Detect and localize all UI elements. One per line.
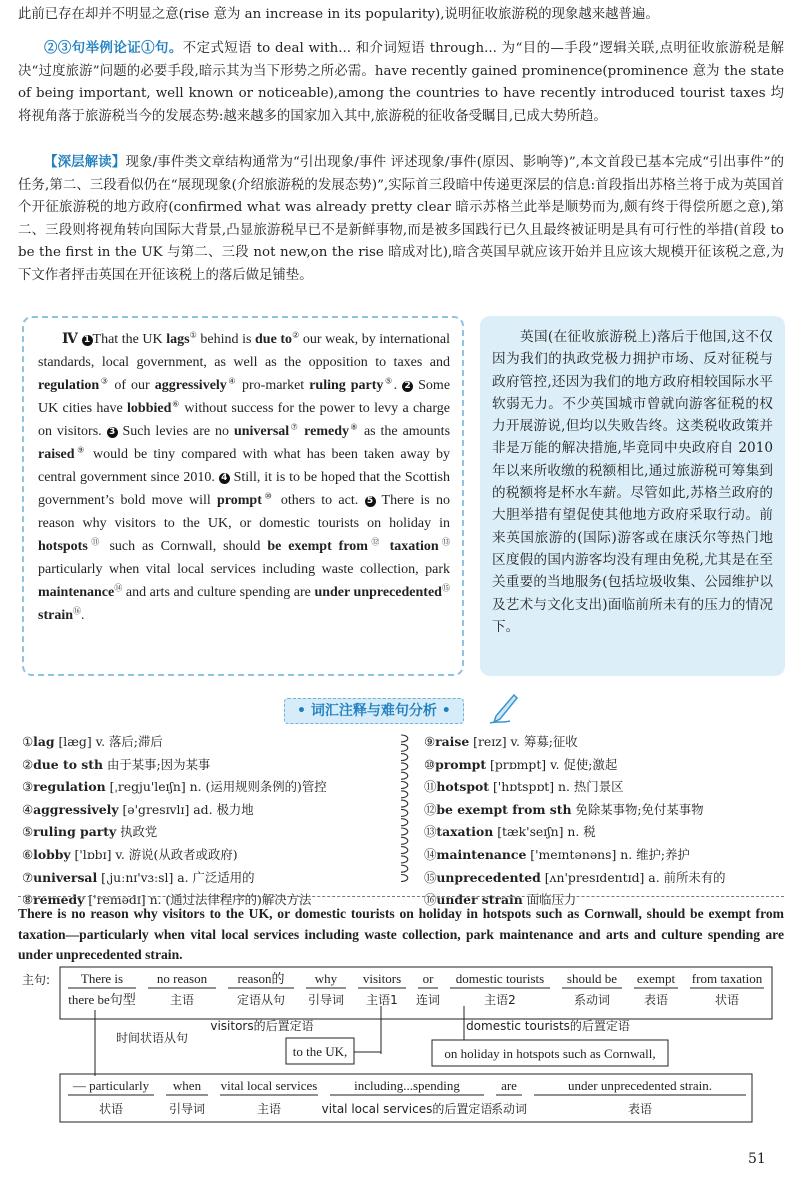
sentence-num-1: 1 bbox=[82, 335, 93, 346]
spiral-loop bbox=[401, 763, 408, 770]
token-text: vital local services bbox=[220, 1078, 318, 1093]
token-role: 主语1 bbox=[366, 993, 398, 1007]
text: Such levies are no bbox=[117, 424, 234, 439]
spiral-divider bbox=[398, 733, 412, 883]
vocab-number: ⑬ bbox=[424, 824, 437, 840]
marker: ④ bbox=[226, 376, 237, 386]
token-text: no reason bbox=[156, 971, 208, 986]
translation-box bbox=[480, 316, 785, 676]
vocab-word: aggressively bbox=[33, 801, 119, 817]
marker: ⑦ bbox=[289, 422, 300, 432]
vocab-definition: [prɒmpt] v. 促使;激起 bbox=[486, 756, 618, 772]
vocab-word: prompt bbox=[435, 756, 487, 772]
vocab-universal: universal bbox=[233, 424, 290, 439]
vocab-number: ② bbox=[22, 756, 34, 772]
text: others to act. bbox=[274, 493, 365, 508]
token-text: when bbox=[172, 1078, 202, 1093]
token-role: 引导词 bbox=[168, 1102, 206, 1116]
vocab-definition: 面临压力 bbox=[522, 892, 577, 908]
vocab-number: ⑫ bbox=[424, 801, 437, 817]
marker: ⑩ bbox=[261, 491, 275, 501]
vocab-prompt: prompt bbox=[217, 493, 262, 508]
marker: ⑬ bbox=[438, 537, 451, 547]
vocab-word: unprecedented bbox=[436, 869, 541, 885]
token-role: 系动词 bbox=[573, 993, 611, 1007]
vocab-word: be exempt from sth bbox=[436, 801, 572, 817]
vocab-maintenance: maintenance bbox=[38, 585, 115, 600]
vocab-word: ruling party bbox=[33, 824, 117, 840]
vocab-definition: [læg] v. 落后;滞后 bbox=[54, 734, 163, 749]
p2-label: ②③句举例论证①句。 bbox=[44, 40, 183, 56]
vocab-due-to: due to bbox=[255, 332, 293, 347]
token-text: exempt bbox=[636, 971, 676, 986]
vocab-definition: [ˌjuːnɪ'vɜːsl] a. 广泛适用的 bbox=[97, 869, 255, 885]
text: and arts and culture spending are bbox=[122, 585, 315, 600]
vocab-list-right bbox=[424, 731, 726, 912]
vocab-entry bbox=[424, 799, 726, 822]
vocab-word: lobby bbox=[33, 846, 71, 862]
vocab-entry bbox=[22, 867, 327, 890]
vocab-number: ⑨ bbox=[424, 734, 436, 749]
marker: ⑪ bbox=[87, 537, 103, 547]
spiral-loop bbox=[401, 819, 408, 826]
vocab-number: ① bbox=[22, 734, 34, 749]
spiral-loop bbox=[401, 828, 408, 835]
token-text: visitors bbox=[362, 971, 402, 986]
text: such as Cornwall, should bbox=[102, 539, 268, 554]
intro-paragraph-3 bbox=[18, 151, 784, 287]
text: would be tiny compared with what has been taken away by central government since 2010. bbox=[38, 447, 450, 485]
vocab-number: ③ bbox=[22, 779, 34, 795]
vocab-taxation: taxation bbox=[389, 539, 439, 554]
vocab-word: remedy bbox=[33, 892, 85, 908]
token-text: are bbox=[501, 1078, 517, 1093]
intro-paragraph-2 bbox=[18, 37, 784, 128]
text: There is no reason why visitors to the UK, or domestic tourists on holiday in bbox=[38, 493, 451, 531]
token-text: domestic tourists bbox=[455, 971, 545, 986]
box-holiday-text: on holiday in hotspots such as Cornwall, bbox=[444, 1046, 656, 1061]
token-role: 定语从句 bbox=[236, 993, 286, 1007]
vocab-word: due to sth bbox=[33, 756, 103, 772]
vocab-entry bbox=[22, 731, 327, 754]
token-role: 状语 bbox=[714, 993, 740, 1007]
token-role: 主语 bbox=[256, 1102, 282, 1116]
marker: ⑭ bbox=[114, 583, 123, 593]
vocab-number: ⑪ bbox=[424, 779, 437, 795]
text: . bbox=[81, 608, 85, 623]
vocab-definition: [reɪz] v. 筹募;征收 bbox=[469, 734, 578, 749]
vocab-aggressively: aggressively bbox=[154, 378, 227, 393]
label-visitors-attr: visitors的后置定语 bbox=[210, 1019, 314, 1033]
marker: ⑮ bbox=[441, 583, 451, 593]
vocab-definition: [tæk'seɪʃn] n. 税 bbox=[493, 824, 596, 840]
pen-icon bbox=[486, 692, 520, 726]
token-text: under unprecedented strain. bbox=[567, 1078, 713, 1093]
passage-box bbox=[22, 316, 464, 676]
token-role: 主语2 bbox=[484, 993, 516, 1007]
vocab-definition: ['lɒbɪ] v. 游说(从政者或政府) bbox=[70, 846, 238, 862]
label-time-clause: 时间状语从句 bbox=[115, 1031, 189, 1045]
token-text: should be bbox=[566, 971, 618, 986]
spiral-loop bbox=[401, 847, 408, 854]
token-role: 系动词 bbox=[490, 1102, 528, 1116]
token-role: 表语 bbox=[627, 1102, 653, 1116]
vocab-exempt: be exempt from bbox=[267, 539, 368, 554]
text: That the UK bbox=[92, 332, 167, 347]
vocab-unprecedented: under unprecedented bbox=[314, 585, 442, 600]
token-role: 状语 bbox=[98, 1102, 124, 1116]
spiral-loop bbox=[401, 735, 408, 742]
spiral-loop bbox=[401, 791, 408, 798]
vocab-entry bbox=[424, 821, 726, 844]
vocab-definition: 免除某事物;免付某事物 bbox=[571, 801, 704, 817]
vocab-raised: raised bbox=[38, 447, 75, 462]
spiral-loop bbox=[401, 837, 408, 844]
text: Still, it is to be hoped that the Scottish government’s bold move will bbox=[38, 470, 451, 508]
sentence-num-3: 3 bbox=[107, 427, 118, 438]
vocab-strain: strain bbox=[38, 608, 73, 623]
marker: ⑨ bbox=[74, 445, 87, 455]
token-role: there be句型 bbox=[68, 992, 136, 1007]
marker: ② bbox=[292, 330, 300, 340]
vocab-definition: [ʌn'presɪdentɪd] a. 前所未有的 bbox=[540, 869, 726, 885]
spiral-loop bbox=[401, 809, 408, 816]
token-role: 表语 bbox=[643, 993, 669, 1007]
text: of our bbox=[109, 378, 155, 393]
vocab-entry bbox=[424, 844, 726, 867]
text: without success for the power to levy a charge on visitors. bbox=[38, 401, 450, 439]
box-to-uk-text: to the UK, bbox=[292, 1044, 348, 1059]
marker: ⑯ bbox=[73, 606, 81, 616]
vocab-entry bbox=[424, 754, 726, 777]
label-domestic-attr: domestic tourists的后置定语 bbox=[466, 1019, 630, 1033]
paragraph-roman-numeral: Ⅳ bbox=[62, 332, 78, 347]
token-text: from taxation bbox=[691, 971, 763, 986]
vocab-word: raise bbox=[435, 734, 470, 749]
vocab-number: ⑧ bbox=[22, 892, 34, 908]
sentence-structure-diagram bbox=[0, 964, 800, 1134]
marker: ⑤ bbox=[383, 376, 394, 386]
vocab-hotspots: hotspots bbox=[38, 539, 88, 554]
vocab-word: maintenance bbox=[436, 846, 527, 862]
text: our weak, by international standards, local government, as well as the opposition to taxes and bbox=[38, 332, 451, 370]
sentence-num-4: 4 bbox=[219, 473, 230, 484]
spiral-loop bbox=[401, 856, 408, 863]
vocab-definition: [ˌregju'leɪʃn] n. (运用规则条例的)管控 bbox=[105, 779, 327, 795]
token-text: reason的 bbox=[237, 971, 285, 986]
token-role: 主语 bbox=[169, 993, 195, 1007]
p3-text: 现象/事件类文章结构通常为“引出现象/事件 评述现象/事件(原因、影响等)”,本文首段已基本完成“引出事件”的任务,第二、三段看似仍在“展现现象(介绍旅游税的发展态势)”,实际首三段暗中传递更深层的信息:首段指出苏格兰将于成为英国首个开征旅游税的地方政府(confirmed what was already pretty clear 暗示苏格兰此举是顺势而为,颇有终于得偿所愿之意),第二、三段则将视角转向国际大背景,凸显旅游税早已不是新鲜事物,而是被多国践行已久且最终被证明是具有可行性的举措(首段 to be the first in the UK 与第二、三段 not new,on the rise 暗成对比),暗含英国早就应该开始并且应该大规模开征该税之意,为下文作者抨击英国在开征该税上的落后做足铺垫。 bbox=[18, 155, 784, 283]
vocab-entry bbox=[22, 799, 327, 822]
token-text: There is bbox=[80, 971, 124, 986]
vocab-word: taxation bbox=[436, 824, 494, 840]
vocab-word: universal bbox=[33, 869, 98, 885]
text: . bbox=[393, 378, 403, 393]
text: as the amounts bbox=[359, 424, 451, 439]
vocab-word: lag bbox=[33, 734, 55, 749]
p3-label: 【深层解读】 bbox=[44, 154, 126, 170]
vocab-definition: ['remədɪ] n. (通过法律程序的)解决方法 bbox=[84, 892, 312, 908]
marker: ① bbox=[189, 330, 197, 340]
marker: ③ bbox=[99, 376, 110, 386]
vocab-number: ⑤ bbox=[22, 824, 34, 840]
vocab-entry bbox=[424, 867, 726, 890]
token-text: including...spending bbox=[354, 1078, 460, 1093]
vocab-entry bbox=[22, 754, 327, 777]
token-text: or bbox=[422, 971, 434, 986]
vocab-lags: lags bbox=[166, 332, 190, 347]
intro-line1: 此前已存在却并不明显之意(rise 意为 an increase in its popularity),说明征收旅游税的现象越来越普遍。 bbox=[18, 7, 659, 22]
spiral-loop bbox=[401, 782, 408, 789]
spiral-loop bbox=[401, 875, 408, 882]
text: behind is bbox=[196, 332, 255, 347]
token-role: 引导词 bbox=[307, 993, 345, 1007]
vocab-section-title: • 词汇注释与难句分析 • bbox=[284, 698, 464, 724]
vocab-definition: [ə'gresɪvlɪ] ad. 极力地 bbox=[118, 801, 254, 817]
vocab-word: regulation bbox=[33, 779, 106, 795]
marker: ⑧ bbox=[349, 422, 360, 432]
spiral-loop bbox=[401, 754, 408, 761]
vocab-number: ⑦ bbox=[22, 869, 34, 885]
vocab-number: ⑮ bbox=[424, 869, 437, 885]
token-text: why bbox=[314, 971, 338, 986]
marker: ⑥ bbox=[171, 399, 181, 409]
sentence-num-2: 2 bbox=[402, 381, 413, 392]
text bbox=[383, 539, 390, 554]
vocab-entry bbox=[424, 731, 726, 754]
vocab-definition: ['hɒtspɒt] n. 热门景区 bbox=[489, 779, 624, 795]
vocab-definition: ['meɪntənəns] n. 维护;养护 bbox=[526, 846, 690, 862]
token-role: 连词 bbox=[415, 993, 441, 1007]
p2-text: 不定式短语 to deal with... 和介词短语 through... 为“目的—手段”逻辑关联,点明征收旅游税是解决“过度旅游”问题的必要手段,暗示其为当下形势之所必需。have recently gained prominence(prominence 意为 the state of being important, well known or noticeable),among the countries to have recently introduced tourist taxes 均将视角落于旅游税当今的发展态势:越来越多的国家加入其中,旅游税的征收备受瞩目,已成大势所趋。 bbox=[18, 41, 784, 124]
vocab-entry bbox=[22, 844, 327, 867]
vocab-entry bbox=[22, 821, 327, 844]
vocab-number: ⑩ bbox=[424, 756, 436, 772]
spiral-loop bbox=[401, 800, 408, 807]
spiral-loop bbox=[401, 865, 408, 872]
dashed-divider bbox=[18, 896, 784, 897]
text: pro-market bbox=[237, 378, 310, 393]
spiral-loop bbox=[401, 744, 408, 751]
vocab-remedy: remedy bbox=[304, 424, 349, 439]
token-role: vital local services的后置定语 bbox=[321, 1102, 493, 1116]
text: particularly when vital local services including waste collection, park bbox=[38, 562, 450, 577]
vocab-ruling-party: ruling party bbox=[309, 378, 384, 393]
vocab-list-left bbox=[22, 731, 327, 912]
vocab-lobbied: lobbied bbox=[127, 401, 172, 416]
vocab-number: ⑭ bbox=[424, 846, 437, 862]
vocab-number: ⑥ bbox=[22, 846, 34, 862]
vocab-word: hotspot bbox=[436, 779, 490, 795]
difficult-sentence: There is no reason why visitors to the UK, or domestic tourists on holiday in hotspots such as Cornwall, should be exempt from taxation—particularly when vital local services including waste collection, park maintenance and arts and culture spending are under unprecedented strain. bbox=[18, 906, 784, 962]
translation-text: 英国(在征收旅游税上)落后于他国,这不仅因为我们的执政党极力拥护市场、反对征税与政府管控,还因为我们的地方政府相较国际水平软弱无力。不少英国城市曾就向游客征税的权力开展游说,但均以失败告终。这类税收政策并非是万能的解决措施,毕竟同中央政府自 2010 年以来所收缴的税额相比,通过旅游税可筹集到的税额将是杯水车薪。尽管如此,苏格兰政府的大胆举措有望促使其他地方政府采取行动。前来英国旅游的(国际)游客或在康沃尔等热门地区度假的国内游客均没有理由免税,尤其是在至关重要的当地服务(包括垃圾收集、公园维护以及艺术与文化支出)面临前所未有的压力的情况下。 bbox=[492, 329, 773, 635]
vocab-number: ⑯ bbox=[424, 892, 437, 908]
vocab-number: ④ bbox=[22, 801, 34, 817]
vocab-entry bbox=[424, 776, 726, 799]
text: Some UK cities have bbox=[38, 378, 451, 416]
page-number: 51 bbox=[748, 1151, 766, 1167]
main-clause-label: 主句: bbox=[22, 973, 51, 987]
marker: ⑫ bbox=[367, 537, 383, 547]
vocab-entry bbox=[22, 776, 327, 799]
vocab-definition: 执政党 bbox=[116, 824, 158, 840]
token-text: — particularly bbox=[72, 1078, 150, 1093]
spiral-loop bbox=[401, 772, 408, 779]
vocab-definition: 由于某事;因为某事 bbox=[103, 756, 211, 772]
vocab-regulation: regulation bbox=[38, 378, 100, 393]
vocab-word: under strain bbox=[436, 892, 523, 908]
sentence-num-5: 5 bbox=[365, 496, 376, 507]
